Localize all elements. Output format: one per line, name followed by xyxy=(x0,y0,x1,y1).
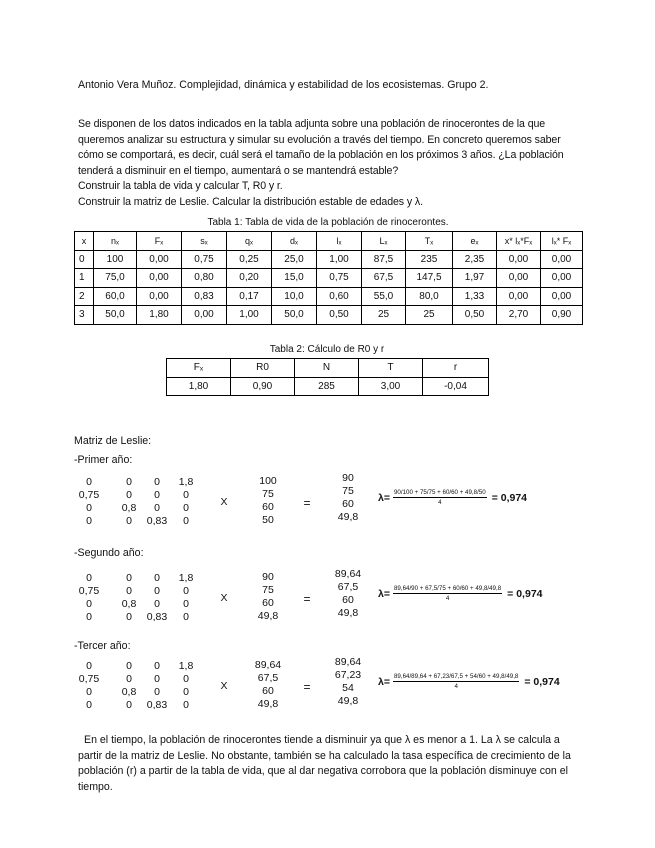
table1-cell: 1,97 xyxy=(453,269,497,288)
population-vector-cell: 60 xyxy=(262,597,274,609)
population-vector-cell: 49,8 xyxy=(257,610,279,622)
matrix-cell: 0 xyxy=(126,611,132,623)
table1-cell: 0,20 xyxy=(227,269,272,288)
table1-cell: 0,00 xyxy=(497,287,541,306)
population-vector-cell: 67,5 xyxy=(257,672,279,684)
population-vector-cell: 50 xyxy=(262,514,274,526)
matrix-cell: 0 xyxy=(183,686,189,698)
table1-cell: 0,00 xyxy=(137,250,182,269)
table1-cell: 0,25 xyxy=(227,250,272,269)
matrix-cell: 0,8 xyxy=(121,598,137,610)
matrix-cell: 1,8 xyxy=(178,476,194,488)
matrix-cell: 0 xyxy=(154,660,160,672)
table1-header: Fₓ xyxy=(137,232,182,251)
table2-caption: Tabla 2: Cálculo de R0 y r xyxy=(269,344,385,355)
result-vector-cell: 89,64 xyxy=(334,568,362,580)
table1-cell: 0,75 xyxy=(317,269,362,288)
intro-line: Se disponen de los datos indicados en la tabla adjunta sobre una población de rinocerontes de la que xyxy=(78,118,546,130)
fraction-numerator: 89,64/90 + 67,5/75 + 60/60 + 49,8/49,8 xyxy=(393,585,502,592)
table2-header: T xyxy=(359,359,423,378)
table1-cell: 0,60 xyxy=(317,287,362,306)
table1-cell: 80,0 xyxy=(406,287,453,306)
matrix-cell: 0,8 xyxy=(121,502,137,514)
table1-cell: 0,75 xyxy=(182,250,227,269)
table1-cell: 60,0 xyxy=(94,287,137,306)
matrix-cell: 1,8 xyxy=(178,660,194,672)
population-vector-cell: 89,64 xyxy=(254,659,282,671)
table2-cell: 0,90 xyxy=(231,377,295,396)
problem-statement xyxy=(78,117,564,211)
lambda-fraction xyxy=(393,585,502,602)
step-label: -Tercer año: xyxy=(74,640,131,652)
matrix-cell: 0 xyxy=(154,598,160,610)
population-vector-cell: 60 xyxy=(262,501,274,513)
matrix-cell: 0 xyxy=(183,515,189,527)
table1-cell: 55,0 xyxy=(362,287,406,306)
matrix-cell: 0,83 xyxy=(146,699,168,711)
matrix-cell: 0 xyxy=(86,502,92,514)
table1-cell: 2,35 xyxy=(453,250,497,269)
table1-cell: 0 xyxy=(75,250,94,269)
table1-cell: 0,00 xyxy=(137,269,182,288)
matrix-cell: 0 xyxy=(86,515,92,527)
population-vector-cell: 75 xyxy=(262,584,274,596)
matrix-cell: 0 xyxy=(126,699,132,711)
table1-cell: 0,17 xyxy=(227,287,272,306)
table1-cell: 1,00 xyxy=(317,250,362,269)
table1-header: dₓ xyxy=(272,232,317,251)
table1-cell: 100 xyxy=(94,250,137,269)
matrix-cell: 0,8 xyxy=(121,686,137,698)
population-vector-cell: 49,8 xyxy=(257,698,279,710)
lambda-value: = 0,974 xyxy=(507,587,543,600)
matrix-cell: 0 xyxy=(154,476,160,488)
matrix-cell: 0 xyxy=(126,673,132,685)
table1-cell: 147,5 xyxy=(406,269,453,288)
equals-sign: = xyxy=(303,592,311,606)
intro-line: Construir la tabla de vida y calcular T, R0 y r. xyxy=(78,180,283,193)
matrix-cell: 0 xyxy=(183,585,189,597)
table1-row xyxy=(75,250,583,269)
matrix-cell: 0 xyxy=(183,489,189,501)
conclusion-line: población (r) a partir de la tabla de vida, que al dar negativa corrobora que la población disminuye con el xyxy=(78,765,568,778)
matrix-cell: 0 xyxy=(126,515,132,527)
times-sign: X xyxy=(220,680,228,692)
result-vector-cell: 67,23 xyxy=(334,669,362,681)
matrix-cell: 0 xyxy=(154,585,160,597)
table2-header: R0 xyxy=(231,359,295,378)
matrix-cell: 0 xyxy=(183,673,189,685)
matrix-cell: 0 xyxy=(86,572,92,584)
lambda-symbol: λ= xyxy=(378,587,390,600)
result-vector-cell: 60 xyxy=(342,498,354,510)
table1-row xyxy=(75,269,583,288)
population-vector-cell: 75 xyxy=(262,488,274,500)
matrix-cell: 0 xyxy=(154,673,160,685)
population-vector-cell: 60 xyxy=(262,685,274,697)
table1-cell: 75,0 xyxy=(94,269,137,288)
matrix-cell: 0 xyxy=(126,489,132,501)
table1-cell: 0,00 xyxy=(541,287,583,306)
matrix-cell: 0,75 xyxy=(78,673,100,685)
table1-cell: 87,5 xyxy=(362,250,406,269)
table2-cell: 3,00 xyxy=(359,377,423,396)
fraction-denominator: 4 xyxy=(445,595,450,602)
matrix-cell: 0,75 xyxy=(78,489,100,501)
table1-header: sₓ xyxy=(182,232,227,251)
result-vector-cell: 75 xyxy=(342,485,354,497)
table1-header: lₓ xyxy=(317,232,362,251)
matrix-cell: 0 xyxy=(86,598,92,610)
table1-header: qₓ xyxy=(227,232,272,251)
table2-cell: 285 xyxy=(295,377,359,396)
table1-cell: 0,00 xyxy=(182,306,227,325)
table1-cell: 0,00 xyxy=(137,287,182,306)
equals-sign: = xyxy=(303,496,311,510)
fraction-numerator: 90/100 + 75/75 + 60/60 + 49,8/50 xyxy=(393,489,486,496)
table1-cell: 67,5 xyxy=(362,269,406,288)
result-vector-cell: 49,8 xyxy=(337,511,359,523)
table1-cell: 25 xyxy=(362,306,406,325)
matrix-cell: 0 xyxy=(86,660,92,672)
table1-caption: Tabla 1: Tabla de vida de la población de rinocerontes. xyxy=(207,217,449,228)
table1-cell: 0,00 xyxy=(497,269,541,288)
lambda-formula xyxy=(378,585,543,602)
life-table xyxy=(74,231,583,325)
table1-row xyxy=(75,306,583,325)
table1-cell: 0,50 xyxy=(453,306,497,325)
lambda-fraction xyxy=(393,489,487,506)
result-vector-cell: 60 xyxy=(342,594,354,606)
table1-cell: 1,33 xyxy=(453,287,497,306)
population-vector-cell: 90 xyxy=(262,571,274,583)
intro-line: cómo se comportará, es decir, cuál será el tamaño de la población en los próximos 3 años. ¿La población xyxy=(78,149,564,162)
result-vector-cell: 49,8 xyxy=(337,695,359,707)
times-sign: X xyxy=(220,496,228,508)
matrix-cell: 0 xyxy=(126,476,132,488)
table1-cell: 0,00 xyxy=(541,269,583,288)
result-vector-cell: 49,8 xyxy=(337,607,359,619)
matrix-cell: 0 xyxy=(126,572,132,584)
intro-line: queremos analizar su estructura y simular su evolución a través del tiempo. En concreto queremos saber xyxy=(78,133,561,146)
table1-cell: 1 xyxy=(75,269,94,288)
table1-header: x xyxy=(75,232,94,251)
table1-cell: 25 xyxy=(406,306,453,325)
table1-header: eₓ xyxy=(453,232,497,251)
conclusion-line: tiempo. xyxy=(78,780,113,793)
matrix-cell: 0,83 xyxy=(146,611,168,623)
fraction-denominator: 4 xyxy=(438,499,442,506)
table1-cell: 10,0 xyxy=(272,287,317,306)
table1-cell: 25,0 xyxy=(272,250,317,269)
table1-cell: 0,90 xyxy=(541,306,583,325)
matrix-cell: 0 xyxy=(183,598,189,610)
table1-cell: 3 xyxy=(75,306,94,325)
lambda-value: = 0,974 xyxy=(524,675,560,688)
conclusion-line: partir de la matriz de Leslie. No obstante, también se ha calculado la tasa específica de crecimiento de la xyxy=(78,749,571,762)
matrix-cell: 0 xyxy=(154,686,160,698)
table2-header: r xyxy=(423,359,489,378)
result-vector-cell: 67,5 xyxy=(337,581,359,593)
table2-cell: 1,80 xyxy=(167,377,231,396)
fraction-denominator: 4 xyxy=(454,683,458,690)
intro-line: Construir la matriz de Leslie. Calcular la distribución estable de edades y λ. xyxy=(78,195,423,208)
table1-cell: 0,50 xyxy=(317,306,362,325)
table1-header: Tₓ xyxy=(406,232,453,251)
table1-cell: 0,83 xyxy=(182,287,227,306)
table2-header: Fₓ xyxy=(167,359,231,378)
matrix-cell: 0,75 xyxy=(78,585,100,597)
times-sign: X xyxy=(220,592,228,604)
result-vector-cell: 54 xyxy=(342,682,354,694)
table1-cell: 235 xyxy=(406,250,453,269)
conclusion xyxy=(78,733,571,795)
matrix-cell: 0 xyxy=(183,611,189,623)
equals-sign: = xyxy=(303,680,311,694)
population-vector-cell: 100 xyxy=(259,475,277,487)
matrix-cell: 1,8 xyxy=(178,572,194,584)
lambda-symbol: λ= xyxy=(378,491,390,504)
table2-header: N xyxy=(295,359,359,378)
result-vector-cell: 90 xyxy=(342,472,354,484)
table1-cell: 0,00 xyxy=(497,250,541,269)
table1-cell: 50,0 xyxy=(272,306,317,325)
intro-line: tenderá a disminuir en el tiempo, aumentará o se mantendrá estable? xyxy=(78,164,399,177)
document-header: Antonio Vera Muñoz. Complejidad, dinámica y estabilidad de los ecosistemas. Grupo 2. xyxy=(78,79,489,91)
matrix-cell: 0 xyxy=(86,686,92,698)
matrix-cell: 0,83 xyxy=(146,515,168,527)
table1-cell: 1,80 xyxy=(137,306,182,325)
table1-cell: 15,0 xyxy=(272,269,317,288)
fraction-numerator: 89,64/89,64 + 67,23/67,5 + 54/60 + 49,8/49,8 xyxy=(393,673,519,680)
table1-cell: 50,0 xyxy=(94,306,137,325)
matrix-cell: 0 xyxy=(154,572,160,584)
matrix-cell: 0 xyxy=(126,660,132,672)
table1-header: Lₓ xyxy=(362,232,406,251)
matrix-cell: 0 xyxy=(86,699,92,711)
matrix-cell: 0 xyxy=(86,476,92,488)
table1-cell: 0,00 xyxy=(541,250,583,269)
lambda-fraction xyxy=(393,673,519,690)
table1-header: x* lₓ*Fₓ xyxy=(497,232,541,251)
table1-cell: 1,00 xyxy=(227,306,272,325)
lambda-value: = 0,974 xyxy=(491,491,528,504)
matrix-cell: 0 xyxy=(183,699,189,711)
result-vector-cell: 89,64 xyxy=(334,656,362,668)
table1-cell: 0,80 xyxy=(182,269,227,288)
table1-header: nₓ xyxy=(94,232,137,251)
table1-cell: 2 xyxy=(75,287,94,306)
leslie-title: Matriz de Leslie: xyxy=(74,435,152,447)
matrix-cell: 0 xyxy=(154,489,160,501)
r0-table xyxy=(166,358,489,396)
conclusion-line: En el tiempo, la población de rinocerontes tiende a disminuir ya que λ es menor a 1. La λ se calcula a xyxy=(84,734,560,746)
matrix-cell: 0 xyxy=(154,502,160,514)
lambda-formula xyxy=(378,489,527,506)
table1-cell: 2,70 xyxy=(497,306,541,325)
matrix-cell: 0 xyxy=(126,585,132,597)
lambda-symbol: λ= xyxy=(378,675,390,688)
matrix-cell: 0 xyxy=(86,611,92,623)
lambda-formula xyxy=(378,673,560,690)
table1-header: lₓ* Fₓ xyxy=(541,232,583,251)
table1-row xyxy=(75,287,583,306)
step-label: -Segundo año: xyxy=(74,547,144,559)
matrix-cell: 0 xyxy=(183,502,189,514)
step-label: -Primer año: xyxy=(74,454,133,466)
table2-cell: -0,04 xyxy=(423,377,489,396)
